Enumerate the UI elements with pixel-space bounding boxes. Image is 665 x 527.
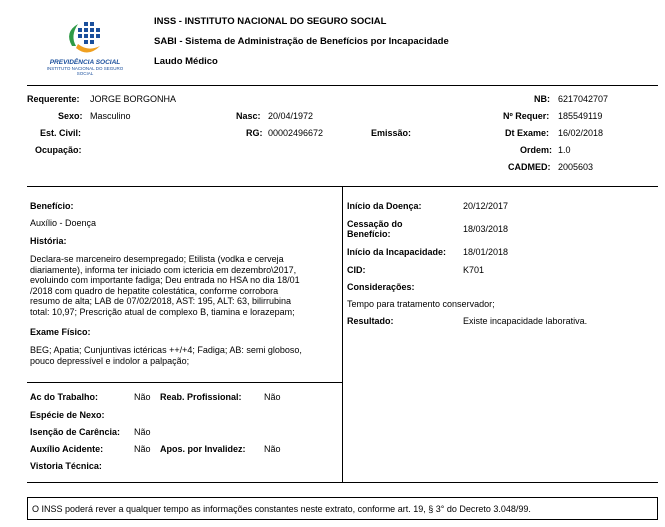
apos-label: Apos. por Invalidez: xyxy=(160,444,246,454)
dtexame-value: 16/02/2018 xyxy=(558,128,604,138)
cessacao-label-2: Benefício: xyxy=(347,229,391,239)
cid-value: K701 xyxy=(463,265,485,275)
cadmed-value: 2005603 xyxy=(558,162,594,172)
header-line2: SABI - Sistema de Administração de Benefícios por Incapacidade xyxy=(154,36,449,47)
exame-text xyxy=(30,345,340,366)
especie-label: Espécie de Nexo: xyxy=(30,410,105,420)
resultado-label: Resultado: xyxy=(347,316,394,326)
historia-line: /2018 com quadro de hepatite colestática, conforme corrobora xyxy=(30,285,279,296)
previdencia-logo-icon xyxy=(62,18,106,58)
historia-label: História: xyxy=(30,236,67,246)
ocupacao-label: Ocupação: xyxy=(35,145,82,155)
resultado-value: Existe incapacidade laborativa. xyxy=(463,316,588,326)
exame-line: pouco depressível e indolor a palpação; xyxy=(30,355,190,366)
nb-label: NB: xyxy=(534,94,550,104)
inicio-incap-label: Início da Incapacidade: xyxy=(347,247,447,257)
consideracoes-label: Considerações: xyxy=(347,282,415,292)
inicio-doenca-value: 20/12/2017 xyxy=(463,201,509,211)
historia-line: evoluindo com importante fadiga; Deu entrada no HSA no dia 18/01 xyxy=(30,275,300,285)
beneficio-value: Auxílio - Doença xyxy=(30,218,97,228)
consideracoes-value: Tempo para tratamento conservador; xyxy=(347,299,495,309)
header-line1: INSS - INSTITUTO NACIONAL DO SEGURO SOCIAL xyxy=(154,16,387,27)
auxilio-value: Não xyxy=(134,444,151,454)
ordem-value: 1.0 xyxy=(558,145,571,155)
exame-line: BEG; Apatia; Cunjuntivas ictéricas ++/+4; Fadiga; AB: semi globoso, xyxy=(30,345,302,355)
middle-divider xyxy=(342,186,343,483)
logo-name: PREVIDÊNCIA SOCIAL xyxy=(49,59,121,66)
exame-label: Exame Físico: xyxy=(30,327,91,337)
auxilio-label: Auxílio Acidente: xyxy=(30,444,104,454)
rg-label: RG: xyxy=(246,128,263,138)
cid-label: CID: xyxy=(347,265,366,275)
historia-line: resumo de alta; LAB de 07/02/2018, AST: 195, ALT: 63, bilirrubina xyxy=(30,296,292,306)
reab-label: Reab. Profissional: xyxy=(160,392,242,402)
logo-subtitle: INSTITUTO NACIONAL DO SEGURO SOCIAL xyxy=(46,66,124,76)
cadmed-label: CADMED: xyxy=(508,162,551,172)
estcivil-label: Est. Civil: xyxy=(40,128,82,138)
nasc-value: 20/04/1972 xyxy=(268,111,314,121)
inicio-doenca-label: Início da Doença: xyxy=(347,201,422,211)
emissao-label: Emissão: xyxy=(371,128,412,138)
nasc-label: Nasc: xyxy=(236,111,261,121)
historia-line: diariamente), informa ter iniciado com ictericia em dezembro\2017, xyxy=(30,264,297,275)
footer-text: O INSS poderá rever a qualquer tempo as informações constantes neste extrato, conforme art. 19, § 3° do Decreto 3.048/99. xyxy=(32,504,531,514)
ac-trabalho-label: Ac do Trabalho: xyxy=(30,392,99,402)
isencao-value: Não xyxy=(134,427,151,437)
isencao-label: Isenção de Carência: xyxy=(30,427,121,437)
top-rule xyxy=(27,85,658,86)
apos-value: Não xyxy=(264,444,281,454)
historia-line: total: 10,97; Prescrição atual de complexo B, tiamina e lorazepam; xyxy=(30,306,295,317)
ordem-label: Ordem: xyxy=(520,145,553,155)
rg-value: 00002496672 xyxy=(268,128,324,138)
vistoria-label: Vistoria Técnica: xyxy=(30,461,102,471)
cessacao-value: 18/03/2018 xyxy=(463,224,509,234)
nb-value: 6217042707 xyxy=(558,94,609,104)
historia-text xyxy=(30,254,340,317)
sexo-value: Masculino xyxy=(90,111,131,121)
sexo-label: Sexo: xyxy=(58,111,83,121)
left-divider-rule xyxy=(27,382,343,383)
requerente-label: Requerente: xyxy=(27,94,80,104)
beneficio-label: Benefício: xyxy=(30,201,74,211)
cessacao-label-1: Cessação do xyxy=(347,219,403,229)
header-line3: Laudo Médico xyxy=(154,56,218,67)
reab-value: Não xyxy=(264,392,281,402)
inicio-incap-value: 18/01/2018 xyxy=(463,247,509,257)
requer-value: 185549119 xyxy=(558,111,603,121)
requer-label: Nº Requer: xyxy=(503,111,550,121)
ac-trabalho-value: Não xyxy=(134,392,151,402)
historia-line: Declara-se marceneiro desempregado; Etilista (vodka e cerveja xyxy=(30,254,284,264)
requerente-value: JORGE BORGONHA xyxy=(90,94,177,104)
dtexame-label: Dt Exame: xyxy=(505,128,550,138)
middle-bottom-rule xyxy=(27,482,658,483)
